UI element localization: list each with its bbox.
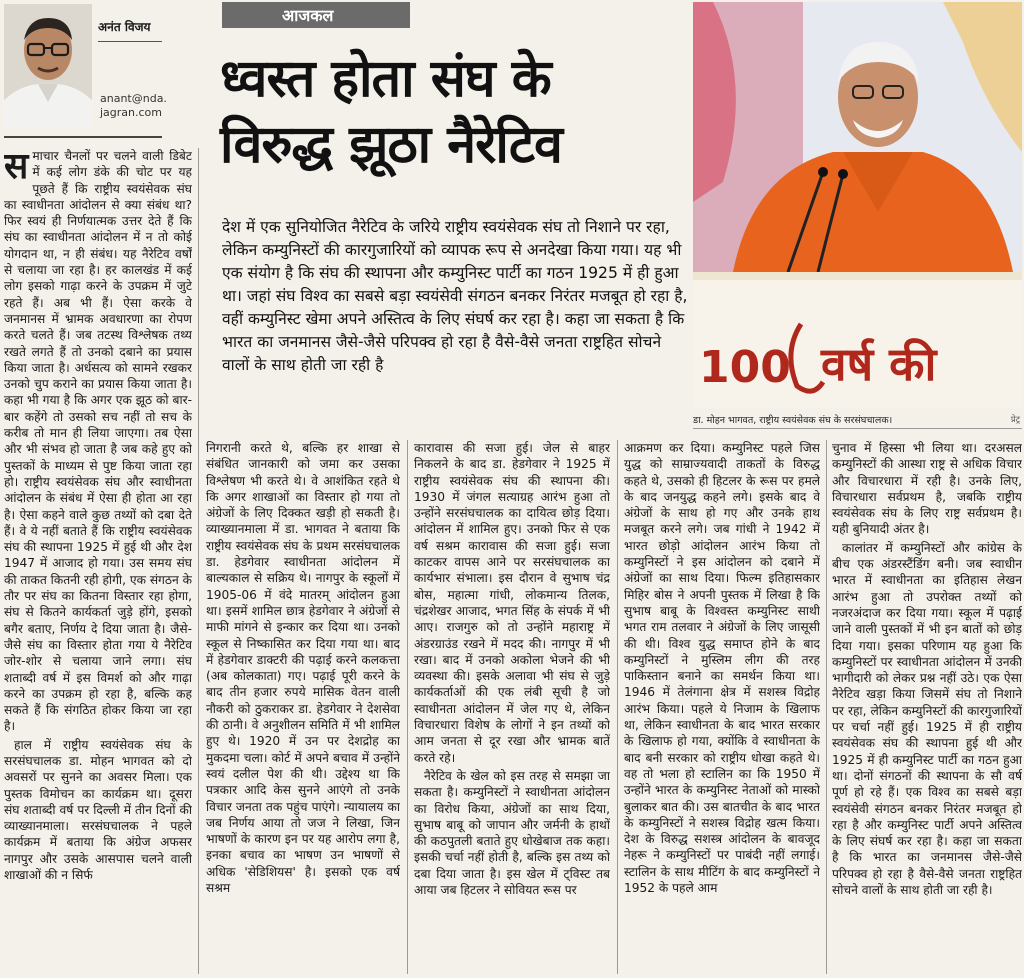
author-email-line2: jagran.com [100,106,163,119]
article-column-2 [206,440,400,974]
banner-text: वर्ष की [821,337,937,391]
headline-line-1: ध्वस्त होता संघ के [220,49,551,109]
banner-number: 100 [699,342,791,393]
paragraph: समाचार चैनलों पर चलने वाली डिबेट में कई लोग डंके की चोट पर यह पूछते हैं कि राष्ट्रीय स्वयंसेवक संघ का स्वाधीनता आंदोलन से क्या संबंध था? फिर स्वयं ही निर्णयात्मक उत्तर देते हैं कि संघ का स्वाधीनता आंदोलन में न तो कोई योगदान था, न ही संबंध। यह नैरेटिव वर्षों से चलाया जा रहा है। हर कालखंड में कई लोग इसको गाढ़ा करने के उपक्रम में जुटे रहते हैं। अब भी हैं। ऐसा करके वे जनमानस में भ्रामक अवधारणा का रोपण करते चलते हैं। जब तटस्थ विश्लेषक तथ्य रखते लगते हैं तो उनको दबाने का प्रयास किया जाता है। अर्धसत्य को सामने रखकर उनको चुप कराने का प्रयास किया जाता है। कहा भी गया है कि अगर एक झूठ को बार-बार कहेंगे तो उसको सच नहीं तो सच के करीब तो मान ही लिया जाएगा। तब ऐसा और भी संभव हो जाता है जब कहे हुए को पुस्तकों के माध्यम से पुष्ट किया जाता रहा हो। राष्ट्रीय स्वयंसेवक संघ और स्वाधीनता आंदोलन के संबंध में ऐसा ही होता आ रहा है। ऐसा कहने वाले कुछ तथ्यों को दबा देते हैं। वे ये नहीं बताते हैं कि राष्ट्रीय स्वयंसेवक संघ की स्थापना 1925 में हुई थी और देश 1947 में आजाद हो गया। उस समय संघ की ताकत कितनी रही होगी, एक संगठन के तौर पर संघ का कितना विस्तार रहा होगा, संघ से कितने कार्यकर्ता जुड़े होंगे, इसको बगैर बताए, निर्णय दे दिया जाता है। जैसे-जैसे संघ का विस्तार होता गया ये नैरेटिव जोर-शोर से चलाया जाने लगा। संघ शताब्दी वर्ष में इस विमर्श को और गाढ़ा करने का उपक्रम हो रहा है, बल्कि कह सकते हैं कि संगठित होकर किया जा रहा है। [4,148,192,734]
headline [220,46,690,178]
photo-credit: प्रेट्र [1010,414,1020,425]
article-column-5 [832,440,1022,974]
column-divider [826,440,827,974]
deck-summary: देश में एक सुनियोजित नैरेटिव के जरिये राष्ट्रीय स्वयंसेवक संघ तो निशाने पर रहा, लेकिन कम्युनिस्टों की कारगुजारियों को व्यापक रूप से अनदेखा किया गया। यह भी एक संयोग है कि संघ की स्थापना और कम्युनिस्ट पार्टी का गठन 1925 में ही हुआ था। जहां संघ विश्व का सबसे बड़ा स्वयंसेवी संगठन बनकर निरंतर मजबूत हो रहा है, वहीं कम्युनिस्ट खेमा अपने अस्तित्व के लिए संघर्ष कर रहा है। कहा जा सकता है कि भारत का जनमानस जैसे-जैसे परिपक्व हो रहा है वैसे-वैसे जनता राष्ट्रहित सोचने वालों के साथ होती जा रही है [222,218,688,374]
author-photo [4,4,92,128]
article-column-3 [414,440,610,974]
paragraph: कालांतर में कम्युनिस्टों और कांग्रेस के बीच एक अंडरस्टैंडिंग बनी। जब स्वाधीन भारत में स्वाधीनता का इतिहास लेखन आरंभ हुआ तो उपरोक्त तथ्यों को नजरअंदाज कर दिया गया। स्कूल में पढ़ाई जाने वाली पुस्तकों में भी इन बातों को छोड़ दिया गया। इसका परिणाम यह हुआ कि कम्युनिस्टों पर स्वाधीनता आंदोलन में उनकी भागीदारी को लेकर प्रश्न नहीं उठे। एक ऐसा नैरेटिव खड़ा किया जिसमें संघ तो निशाने पर रहा, लेकिन कम्युनिस्टों की कारगुजारियों पर चर्चा नहीं हुई। 1925 में ही राष्ट्रीय स्वयंसेवक संघ की स्थापना हुई थी और 1925 में ही कम्युनिस्ट पार्टी का गठन हुआ था। दोनों संगठनों की स्थापना के सौ वर्ष पूर्ण हो रहे हैं। एक विश्व का सबसे बड़ा स्वयंसेवी संगठन बनकर निरंतर मजबूत हो रहा है और कम्युनिस्ट पार्टी अपने अस्तित्व के लिए संघर्ष कर रहा है। कहा जा सकता है कि भारत का जनमानस जैसे-जैसे परिपक्व हो रहा है वैसे-वैसे जनता राष्ट्रहित सोचने वालों के साथ होती जा रही है। [832,540,1022,898]
article-column-1 [4,148,192,974]
photo-caption [693,410,1022,429]
author-name: अनंत विजय [98,18,162,42]
paragraph: कारावास की सजा हुई। जेल से बाहर निकलने के बाद डा. हेडगेवार ने 1925 में राष्ट्रीय स्वयंसेवक संघ की स्थापना की। 1930 में जंगल सत्याग्रह आरंभ हुआ तो उन्होंने सरसंघचालक का दायित्व छोड़ दिया। आंदोलन में शामिल हुए। उनको फिर से एक वर्ष सश्रम कारावास की सजा हुई। सजा काटकर वापस आने पर सरसंघचालक का कार्यभार संभाला। इस दौरान वे सुभाष चंद्र बोस, महात्मा गांधी, लोकमान्य तिलक, चंद्रशेखर आजाद, भगत सिंह के संपर्क में भी आए। राजगुरु को तो उन्होंने महाराष्ट्र में अंडरग्राउंड रखने में मदद की। नागपुर में भी रखा। बाद में उनको अकोला भेजने की भी व्यवस्था की। इसके अलावा भी संघ से जुड़े कार्यकर्ताओं की एक लंबी सूची है जो स्वाधीनता आंदोलन में जेल गए थे, लेकिन विचारधारा विशेष के लोगों ने इन तथ्यों को आम जनता से दूर रखा और भ्रामक बातें करते रहे। [414,441,610,765]
author-email [100,92,167,120]
column-divider [407,440,408,974]
photo-caption-text: डा. मोहन भागवत, राष्ट्रीय स्वयंसेवक संघ के सरसंघचालक। [693,414,893,426]
drop-cap: स [4,148,29,187]
column-divider [198,148,199,974]
paragraph: निगरानी करते थे, बल्कि हर शाखा से संबंधित जानकारी को जमा कर उसका विश्लेषण भी करते थे। वे आशंकित रहते थे कि अगर शाखाओं का विस्तार हो गया तो अंग्रेजों के लिए दिक्कत खड़ी हो सकती है। व्याख्यानमाला में डा. भागवत ने बताया कि राष्ट्रीय स्वयंसेवक संघ के प्रथम सरसंघचालक डा. हेडगेवार स्वाधीनता आंदोलन में बाल्यकाल से सक्रिय थे। नागपुर के स्कूलों में 1905-06 में वंदे मातरम् आंदोलन हुआ था। इसमें शामिल छात्र हेडगेवार ने अंग्रेजों से माफी मांगने से इन्कार कर दिया था। उनको स्कूल से निष्कासित कर दिया गया था। बाद में हेडगेवार डाक्टरी की पढ़ाई करने कलकत्ता (अब कोलकाता) गए। पढ़ाई पूरी करने के बाद तीन हजार रुपये मासिक वेतन वाली नौकरी को ठुकराकर डा. हेडगेवार ने देशसेवा की ठानी। वे अनुशीलन समिति में भी शामिल हुए थे। 1920 में उन पर देशद्रोह का मुकदमा चला। कोर्ट में अपने बचाव में उन्होंने स्वयं दलील पेश की थी। उद्देश्य था कि पत्रकार आदि केस सुनने आएंगे तो उनके विचार जनता तक पहुंच पाएंगे। न्यायालय का जब निर्णय आया तो जज ने लिखा, जिन भाषणों के कारण इन पर यह आरोप लगा है, इनका बचाव का भाषण उन भाषणों से अधिक 'सेडिशियस' है। इसको एक वर्ष सश्रम [206,441,400,896]
lead-photo [693,2,1022,408]
author-divider [4,136,162,138]
headline-line-2: विरुद्ध झूठा नैरेटिव [220,115,562,175]
column-divider [617,440,618,974]
paragraph: चुनाव में हिस्सा भी लिया था। दरअसल कम्युनिस्टों की आस्था राष्ट्र से अधिक विचार और विचारधारा में रही है। उनके लिए, विचारधारा सर्वप्रथम है, जबकि राष्ट्रीय स्वयंसेवक संघ के लिए राष्ट्र सर्वप्रथम है। यही बुनियादी अंतर है। [832,441,1022,537]
article-column-4 [624,440,820,974]
paragraph: हाल में राष्ट्रीय स्वयंसेवक संघ के सरसंघचालक डा. मोहन भागवत को दो अवसरों पर सुनने का अवसर मिला। एक पुस्तक विमोचन का कार्यक्रम था। दूसरा संघ शताब्दी वर्ष पर दिल्ली में तीन दिनों की व्याख्यानमाला। सरसंघचालक ने पहले कार्यक्रम में बताया कि अंग्रेज अफसर नागपुर और उसके आसपास चलने वाली शाखाओं की न सिर्फ [4,737,192,883]
author-email-line1: anant@nda. [100,92,167,105]
paragraph: नैरेटिव के खेल को इस तरह से समझा जा सकता है। कम्युनिस्टों ने स्वाधीनता आंदोलन का विरोध किया, अंग्रेजों का साथ दिया, सुभाष बाबू को जापान और जर्मनी के हाथों की कठपुतली बताते हुए धोखेबाज तक कहा। इसकी चर्चा नहीं होती है, बल्कि इस तथ्य को दबा दिया जाता है। इस खेल में ट्विस्ट तब आया जब हिटलर ने सोवियत रूस पर [414,768,610,898]
paragraph: आक्रमण कर दिया। कम्युनिस्ट पहले जिस युद्ध को साम्राज्यवादी ताकतों के विरुद्ध कहते थे, उसको ही हिटलर के रूस पर हमले के बाद जनयुद्ध कहने लगे। इसके बाद वे अंग्रेजों के साथ हो गए और उनके हाथ मजबूत करने लगे। जब गांधी ने 1942 में भारत छोड़ो आंदोलन आरंभ किया तो कम्युनिस्टों ने इस आंदोलन को दबाने में अंग्रेजों का साथ दिया। फिल्म इतिहासकार मिहिर बोस ने अपनी पुस्तक में लिखा है कि सुभाष बाबू के विश्वस्त कम्युनिस्ट साथी भगत राम तलवार ने अंग्रेजों के लिए जासूसी की थी। विश्व युद्ध समाप्त होने के बाद कम्युनिस्टों ने मुस्लिम लीग की तरह पाकिस्तान बनाने का समर्थन किया था। 1946 में तेलंगाना क्षेत्र में सशस्त्र विद्रोह आरंभ किया। पहले ये निजाम के खिलाफ था, लेकिन स्वाधीनता के बाद भारत सरकार के खिलाफ हो गया, क्योंकि वे स्वाधीनता के बाद बनी सरकार को राष्ट्रीय धोखा कहते थे। वह तो भला हो स्टालिन का कि 1950 में उन्होंने भारत के कम्युनिस्ट नेताओं को मास्को बुलाकर बात की। उस बातचीत के बाद भारत के कम्युनिस्टों ने सशस्त्र विद्रोह खत्म किया। देश के विरुद्ध सशस्त्र आंदोलन के बावजूद नेहरू ने कम्युनिस्टों पर पाबंदी नहीं लगाई। स्टालिन के साथ मीटिंग के बाद कम्युनिस्टों ने 1952 के पहले आम [624,441,820,896]
section-kicker: आजकल [222,2,410,28]
